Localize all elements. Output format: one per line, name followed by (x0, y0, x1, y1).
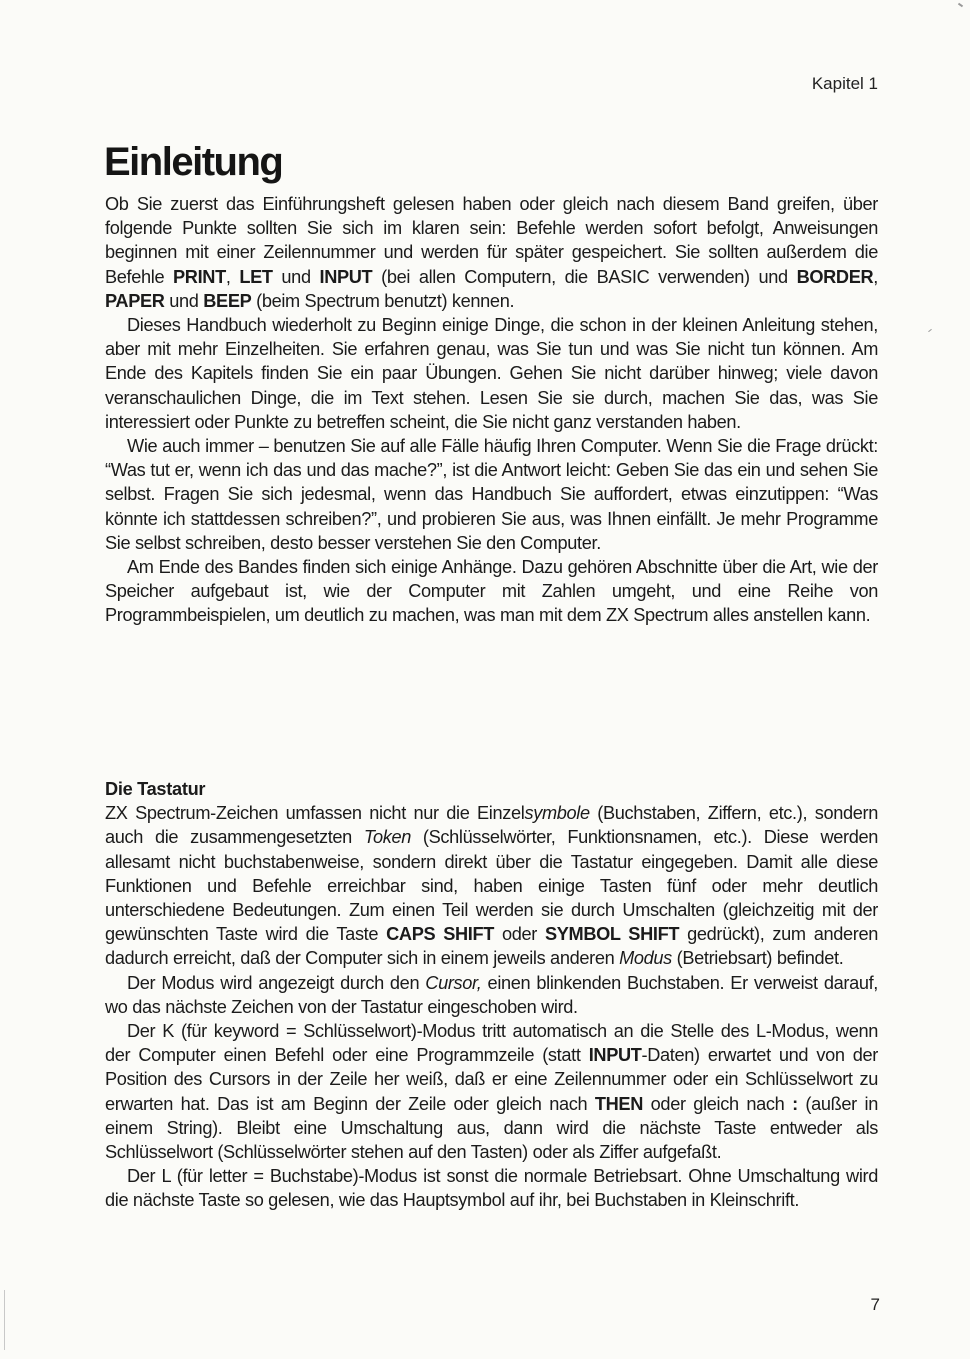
text-run: (bei allen Computern, die BASIC verwenden) und (372, 266, 797, 287)
keyboard-section (105, 777, 878, 1213)
keyword-symbol-shift: SYMBOL SHIFT (544, 924, 680, 945)
intro-paragraph-4: Am Ende des Bandes finden sich einige Anhänge. Dazu gehören Abschnitte über die Art, wie der Speicher aufgebaut ist, wie der Computer mit Zahlen umgeht, und eine Reihe von Programmbeispielen, um deutlich zu machen, was man mit dem ZX Spectrum alles anstellen kann. (105, 557, 878, 626)
chapter-label: Kapitel 1 (811, 74, 878, 93)
keyword-beep: BEEP (203, 290, 252, 311)
text-run: , (873, 266, 878, 287)
text-run: und (164, 290, 204, 311)
text-run: -Daten) erwartet und von der Position des Cursors in der Zeile her weiß, daß er eine Zeilennummer oder ein Schlüsselwort zu erwarten hat. Das ist am Beginn der Zeile oder gleich nach (105, 1045, 878, 1114)
intro-paragraph-1 (105, 192, 878, 313)
text-run: und (272, 266, 320, 287)
keyword-paper: PAPER (105, 290, 165, 311)
emphasis-token: Token (363, 827, 412, 848)
intro-paragraph-3: Wie auch immer – benutzen Sie auf alle Fälle häufig Ihren Computer. Wenn Sie die Frage drückt: “Was tut er, wenn ich das und das mache?”, ist die Antwort leicht: Geben Sie das ein und sehen Sie selbst. Fragen Sie sich jedesmal, wenn das Handbuch Sie auffordert, etwas einzutippen: “Was könnte ich stattdessen schreiben?”, und probieren Sie aus, was Ihnen einfällt. Je mehr Programme Sie selbst schreiben, desto besser verstehen Sie den Computer. (105, 436, 878, 553)
text-run: ZX Spectrum-Zeichen umfassen nicht nur die Einzel (105, 803, 525, 824)
text-run: oder gleich nach (643, 1093, 793, 1114)
intro-section (105, 192, 878, 628)
text-run: (Schlüsselwörter, Funktionsnamen, etc.). Diese werden allesamt nicht buchstabenweise, sondern direkt über die Tastatur eingegeben. Damit alle diese Funktionen und Befehle erreichbar sind, haben einige Tasten fünf oder mehr deutlich unterschiedene Bedeutungen. Zum einen Teil werden sie durch Umschalten (gleichzeitig mit der gewünschten Taste wird die Taste (105, 827, 878, 945)
intro-paragraph-2: Dieses Handbuch wiederholt zu Beginn einige Dinge, die schon in der kleinen Anleitung stehen, aber mit mehr Einzelheiten. Sie erfahren genau, was Sie tun und was Sie nicht tun können. Am Ende des Kapitels finden Sie ein paar Übungen. Gehen Sie nicht darüber hinweg; viele davon veranschaulichen Dinge, die im Text stehen. Lesen Sie sie durch, machen Sie das, was Sie interessiert oder Punkte zu betreffen scheint, die Sie nicht ganz verstanden haben. (105, 315, 878, 432)
page-title: Einleitung (104, 140, 283, 184)
keyword-print: PRINT (173, 266, 226, 287)
scan-mark (4, 1290, 5, 1350)
emphasis-symbole: symbole (524, 803, 590, 824)
scan-mark (928, 329, 932, 332)
text-run: Der Modus wird angezeigt durch den (127, 972, 426, 993)
keyword-border: BORDER (796, 266, 874, 287)
text-run: (Buchstaben, Ziffern, etc.), sondern auch die zusammengesetzten (105, 803, 878, 848)
text-run: Ob Sie zuerst das Einführungsheft gelesen haben oder gleich nach diesem Band greifen, über folgende Punkte sollten Sie sich im klaren sein: Befehle werden sofort befolgt, Anweisungen beginnen mit einer Zeilennummer und werden für später gespeichert. Sie sollten außerdem die Befehle (105, 194, 878, 287)
text-run: Der K (für keyword = Schlüsselwort)-Modus tritt automatisch an die Stelle des L-Modus, wenn der Computer einen Befehl oder eine Programmzeile (statt (105, 1021, 878, 1066)
text-run: , (225, 266, 240, 287)
scan-mark (958, 3, 963, 8)
text-run: oder (494, 924, 545, 945)
section-paragraph-4: Der L (für letter = Buchstabe)-Modus ist sonst die normale Betriebsart. Ohne Umschaltung wird die nächste Taste so gelesen, wie das Hauptsymbol auf ihr, bei Buchstaben in Kleinschrift. (105, 1166, 878, 1211)
keyword-then: THEN (594, 1093, 644, 1114)
emphasis-modus: Modus (619, 948, 672, 969)
text-run: (beim Spectrum benutzt) kennen. (251, 290, 515, 311)
section-heading: Die Tastatur (105, 779, 206, 799)
keyword-input: INPUT (319, 266, 373, 287)
keyword-input: INPUT (588, 1045, 642, 1066)
keyword-let: LET (239, 266, 273, 287)
text-run: gedrückt), zum anderen dadurch erreicht, daß der Computer sich in einem jeweils anderen (105, 924, 878, 969)
page-number: 7 (870, 1295, 880, 1314)
keyword-caps-shift: CAPS SHIFT (386, 924, 495, 945)
text-run: einen blinkenden Buchstaben. Er verweist darauf, wo das nächste Zeichen von der Tastatur eingeschoben wird. (105, 972, 879, 1017)
section-paragraph-3 (105, 1019, 878, 1164)
keyword-colon: : (792, 1093, 798, 1114)
text-run: (außer in einem String). Bleibt eine Umschaltung aus, dann wird die nächste Taste entweder als Schlüsselwort (Schlüsselwörter stehen auf den Tasten) oder als Ziffer aufgefaßt. (105, 1093, 878, 1163)
section-paragraph-1 (105, 801, 878, 970)
text-run: (Betriebsart) befindet. (671, 948, 844, 969)
section-paragraph-2 (105, 971, 878, 1019)
emphasis-cursor: Cursor, (425, 972, 482, 993)
